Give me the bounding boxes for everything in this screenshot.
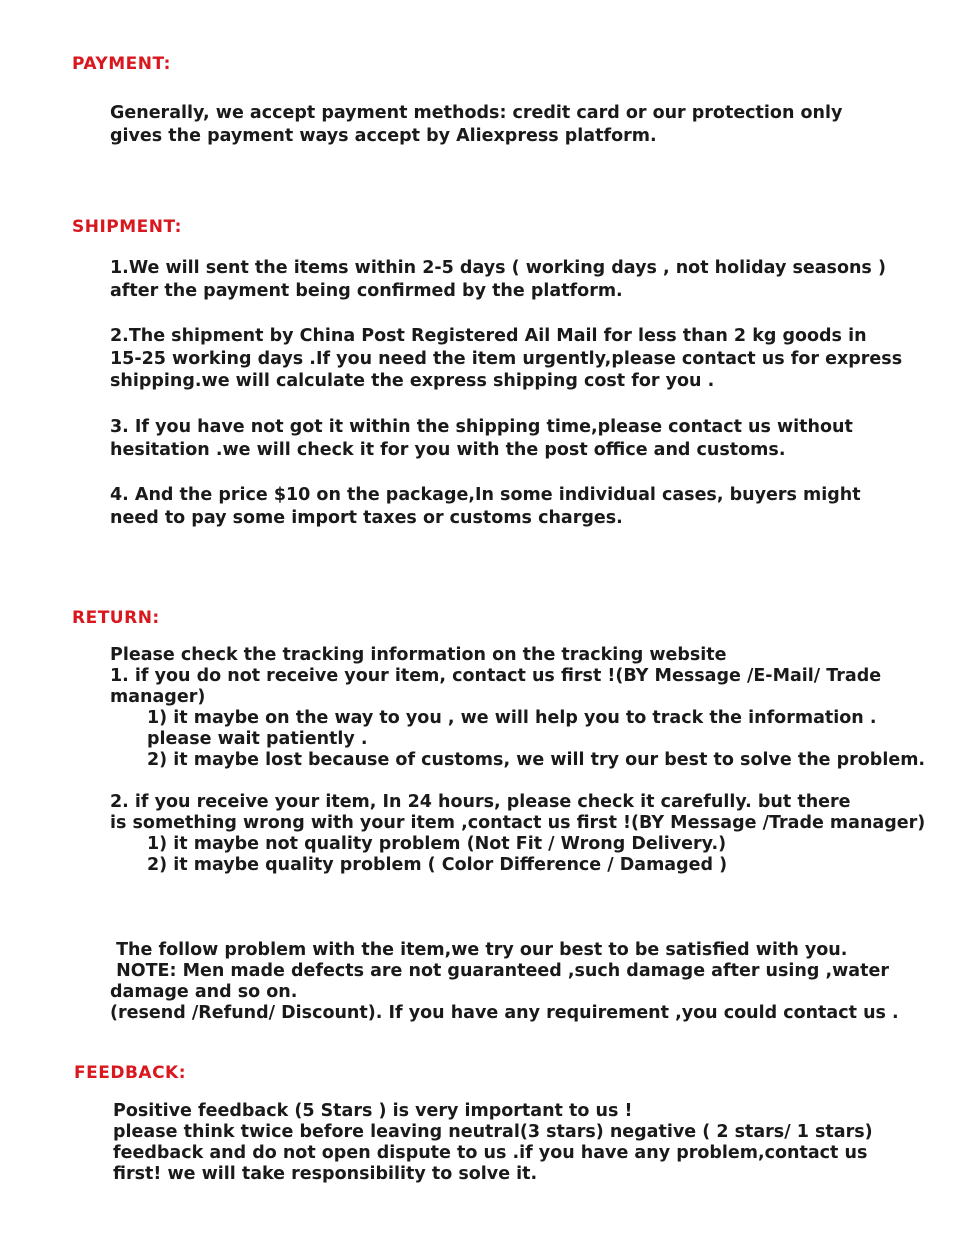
shipment-item-3 <box>110 416 853 461</box>
text-line: (resend /Refund/ Discount). If you have any requirement ,you could contact us . <box>110 1003 899 1023</box>
text-line: 1) it maybe on the way to you , we will help you to track the information . <box>147 708 877 728</box>
text-line: 2) it maybe lost because of customs, we will try our best to solve the problem. <box>147 750 926 770</box>
text-line: 1.We will sent the items within 2-5 days ( working days , not holiday seasons ) <box>110 258 886 278</box>
feedback-text <box>113 1101 873 1185</box>
return-note <box>110 961 889 1003</box>
text-line: please think twice before leaving neutral(3 stars) negative ( 2 stars/ 1 stars) <box>113 1122 873 1142</box>
text-line: 15-25 working days .If you need the item urgently,please contact us for express <box>110 348 903 369</box>
text-line: Positive feedback (5 Stars ) is very important to us ! <box>113 1101 633 1121</box>
payment-text <box>110 102 842 147</box>
shipment-item-4 <box>110 484 861 529</box>
text-line: manager) <box>110 687 206 707</box>
payment-heading: PAYMENT: <box>72 54 171 74</box>
text-line: gives the payment ways accept by Aliexpress platform. <box>110 125 657 146</box>
return-heading: RETURN: <box>72 608 160 628</box>
shipment-item-2 <box>110 325 902 393</box>
text-line: 1) it maybe not quality problem (Not Fit / Wrong Delivery.) <box>147 834 727 854</box>
text-line: 1. if you do not receive your item, contact us first !(BY Message /E-Mail/ Trade <box>110 666 882 686</box>
text-line: feedback and do not open dispute to us .if you have any problem,contact us <box>113 1143 868 1163</box>
text-line: 2.The shipment by China Post Registered Ail Mail for less than 2 kg goods in <box>110 326 867 346</box>
return-block-2 <box>110 792 925 876</box>
text-line: NOTE: Men made defects are not guaranteed ,such damage after using ,water <box>110 961 889 981</box>
text-line: after the payment being confirmed by the platform. <box>110 280 623 301</box>
text-line: 2) it maybe quality problem ( Color Difference / Damaged ) <box>147 855 728 875</box>
text-line: Generally, we accept payment methods: credit card or our protection only <box>110 103 843 123</box>
text-line: please wait patiently . <box>147 729 368 749</box>
text-line: 3. If you have not got it within the shipping time,please contact us without <box>110 417 853 437</box>
shipment-heading: SHIPMENT: <box>72 217 182 237</box>
feedback-heading: FEEDBACK: <box>74 1063 187 1083</box>
text-line: first! we will take responsibility to solve it. <box>113 1164 538 1184</box>
text-line: The follow problem with the item,we try our best to be satisfied with you. <box>110 940 848 960</box>
text-line: hesitation .we will check it for you with the post office and customs. <box>110 439 786 460</box>
shipment-item-1 <box>110 257 886 302</box>
text-line: 4. And the price $10 on the package,In some individual cases, buyers might <box>110 485 861 505</box>
text-line: need to pay some import taxes or customs charges. <box>110 507 623 528</box>
text-line: shipping.we will calculate the express shipping cost for you . <box>110 371 715 391</box>
return-block-1 <box>110 645 925 771</box>
text-line: is something wrong with your item ,contact us first !(BY Message /Trade manager) <box>110 813 926 833</box>
text-line: damage and so on. <box>110 982 298 1002</box>
text-line: Please check the tracking information on the tracking website <box>110 645 727 665</box>
text-line: 2. if you receive your item, In 24 hours, please check it carefully. but there <box>110 792 851 812</box>
